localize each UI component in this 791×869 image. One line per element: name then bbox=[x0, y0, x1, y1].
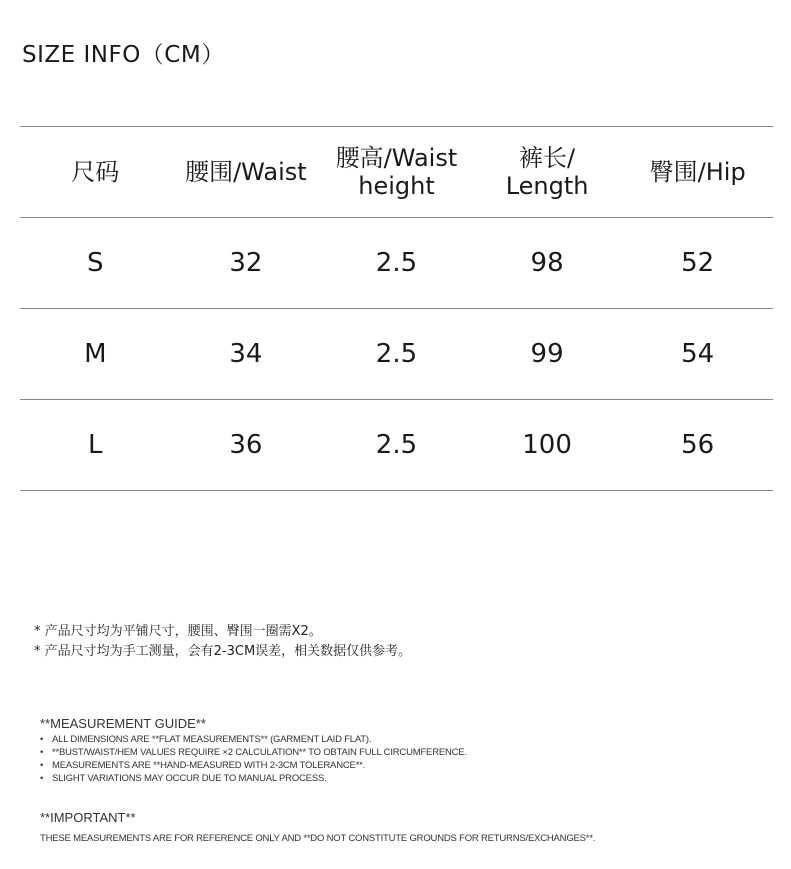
header-waist: 腰围/Waist bbox=[185, 158, 307, 186]
header-length: 裤长/ Length bbox=[505, 144, 589, 200]
header-hip: 臀围/Hip bbox=[649, 158, 746, 186]
cell-size: L bbox=[88, 430, 103, 460]
guide-item: • SLIGHT VARIATIONS MAY OCCUR DUE TO MANUAL PROCESS. bbox=[40, 773, 327, 784]
bullet-icon: • bbox=[40, 747, 44, 758]
cell-waist: 34 bbox=[229, 339, 263, 369]
note-line: * 产品尺寸均为手工测量，会有2-3CM误差，相关数据仅供参考。 bbox=[34, 644, 412, 659]
table-row bbox=[20, 309, 773, 400]
cell-length: 98 bbox=[530, 248, 564, 278]
cell-size: S bbox=[87, 248, 104, 278]
table-row bbox=[20, 218, 773, 309]
cell-length: 99 bbox=[530, 339, 564, 369]
table-row bbox=[20, 400, 773, 491]
measurement-guide bbox=[40, 716, 760, 785]
note-line: * 产品尺寸均为平铺尺寸，腰围、臀围一圈需X2。 bbox=[34, 624, 322, 639]
cell-waist: 32 bbox=[229, 248, 263, 278]
size-table bbox=[20, 126, 773, 491]
guide-title: **MEASUREMENT GUIDE** bbox=[40, 716, 206, 731]
important-text: THESE MEASUREMENTS ARE FOR REFERENCE ONLY AND **DO NOT CONSTITUTE GROUNDS FOR RETURNS/EXCHANGES**. bbox=[40, 833, 596, 844]
cell-hip: 52 bbox=[681, 248, 715, 278]
cell-hip: 56 bbox=[681, 430, 715, 460]
important-notice bbox=[40, 810, 760, 844]
cell-waist-height: 2.5 bbox=[375, 339, 418, 369]
cell-waist-height: 2.5 bbox=[375, 248, 418, 278]
page-title: SIZE INFO（CM） bbox=[22, 42, 225, 68]
guide-item: • ALL DIMENSIONS ARE **FLAT MEASUREMENTS** (GARMENT LAID FLAT). bbox=[40, 734, 372, 745]
bullet-icon: • bbox=[40, 773, 44, 784]
cell-waist-height: 2.5 bbox=[375, 430, 418, 460]
header-waist-height: 腰高/Waist height bbox=[335, 144, 458, 200]
cell-size: M bbox=[84, 339, 107, 369]
bullet-icon: • bbox=[40, 760, 44, 771]
cell-hip: 54 bbox=[681, 339, 715, 369]
important-title: **IMPORTANT** bbox=[40, 810, 136, 825]
header-size: 尺码 bbox=[71, 158, 120, 186]
bullet-icon: • bbox=[40, 734, 44, 745]
notes-cn bbox=[34, 622, 411, 662]
cell-waist: 36 bbox=[229, 430, 263, 460]
guide-item: • MEASUREMENTS ARE **HAND-MEASURED WITH 2-3CM TOLERANCE**. bbox=[40, 760, 366, 771]
table-header-row bbox=[20, 127, 773, 218]
cell-length: 100 bbox=[522, 430, 572, 460]
guide-item: • **BUST/WAIST/HEM VALUES REQUIRE ×2 CALCULATION** TO OBTAIN FULL CIRCUMFERENCE. bbox=[40, 747, 467, 758]
